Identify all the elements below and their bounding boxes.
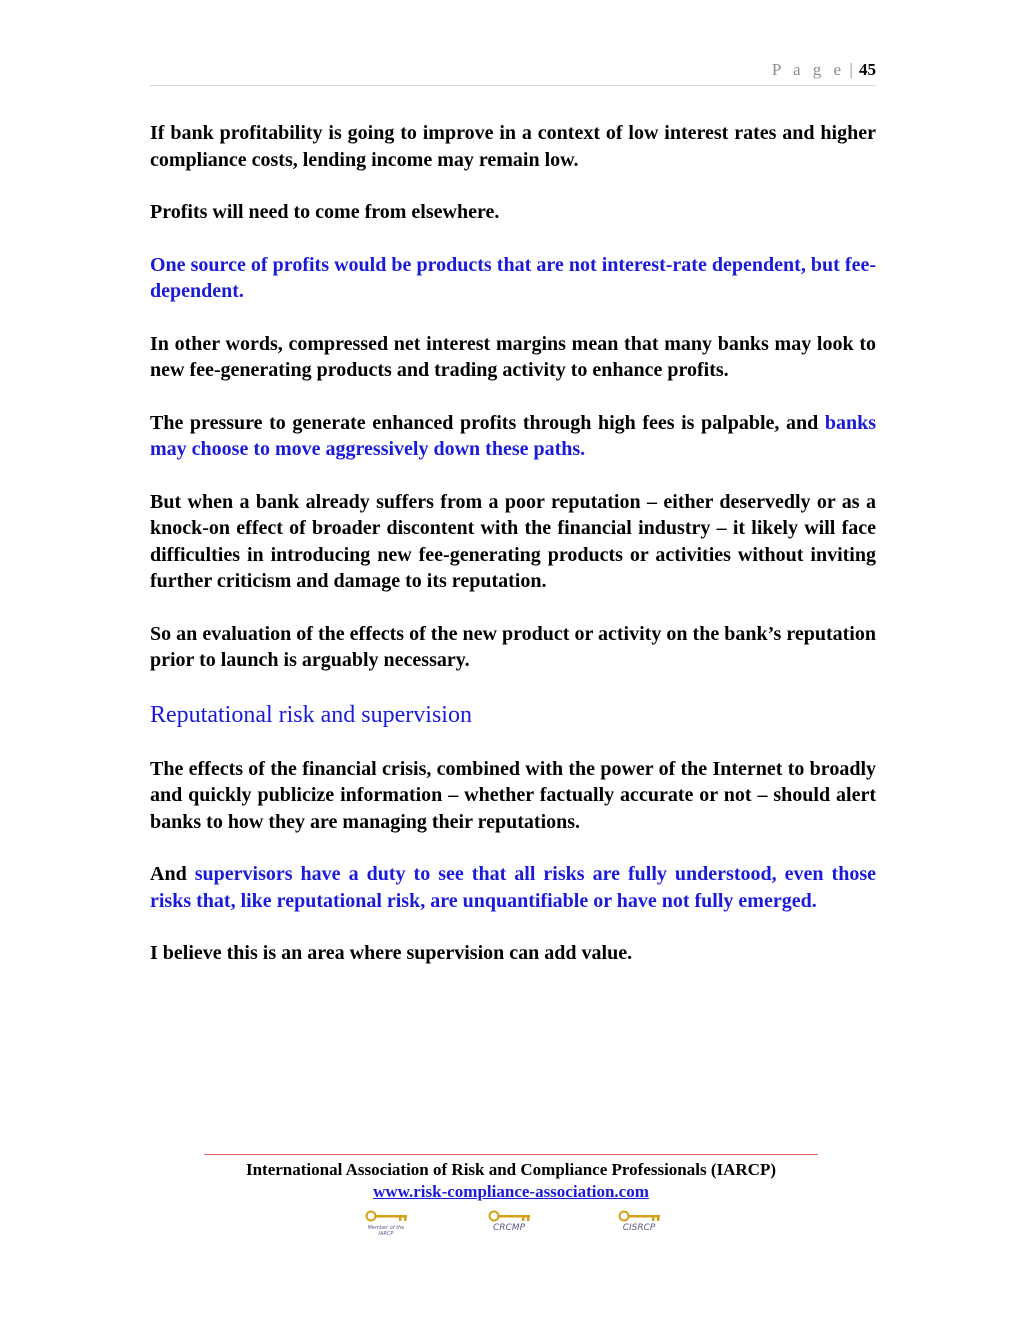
paragraph: So an evaluation of the effects of the new product or activity on the bank’s reputation prior to launch is arguably necessary. — [150, 622, 876, 671]
paragraph — [150, 861, 876, 914]
highlighted-text: banks may choose to move aggressively down these paths. — [150, 411, 876, 460]
cisrcp-logo — [614, 1208, 664, 1240]
paragraph-text: The pressure to generate enhanced profits through high fees is palpable, and — [150, 411, 825, 434]
logo-strip — [0, 1208, 1024, 1248]
paragraph: I believe this is an area where supervision can add value. — [150, 942, 633, 964]
paragraph: In other words, compressed net interest margins mean that many banks may look to new fee-generating products and trading activity to enhance profits. — [150, 332, 876, 381]
footer-organization: International Association of Risk and Compliance Professionals (IARCP) — [245, 1160, 777, 1179]
logo-caption: Member of the IARCP — [367, 1225, 405, 1237]
highlighted-text: supervisors have a duty to see that all risks are fully understood, even those risks that, like reputational risk, are unquantifiable or have not fully emerged. — [150, 863, 876, 912]
logo-caption: CRCMP — [492, 1223, 525, 1233]
crcmp-logo — [484, 1208, 534, 1240]
highlighted-paragraph: One source of profits would be products that are not interest-rate dependent, but fee-dependent. — [150, 253, 876, 302]
page-separator: | — [849, 60, 853, 79]
key-icon — [365, 1210, 409, 1222]
footer-website-link[interactable]: www.risk-compliance-association.com — [373, 1182, 649, 1201]
paragraph: The effects of the financial crisis, combined with the power of the Internet to broadly and quickly publicize information – whether factually accurate or not – should alert banks to how they are managing their reputations. — [150, 757, 876, 833]
paragraph — [150, 410, 876, 463]
document-body — [150, 120, 876, 993]
paragraph: But when a bank already suffers from a poor reputation – either deservedly or as a knock-on effect of broader discontent with the financial industry – it likely will face difficulties in introducing new fee-generating products or activities without inviting further criticism and damage to its reputation. — [150, 490, 876, 592]
page-header — [150, 58, 876, 86]
logo-caption: CISRCP — [622, 1223, 656, 1233]
paragraph-text: And — [150, 863, 195, 885]
page-number: 45 — [859, 60, 876, 79]
page-label: P a g e — [771, 60, 846, 79]
key-icon — [488, 1210, 532, 1222]
footer-divider — [204, 1154, 818, 1155]
key-icon — [618, 1210, 662, 1222]
member-logo — [361, 1208, 411, 1240]
section-heading: Reputational risk and supervision — [150, 701, 472, 728]
paragraph: Profits will need to come from elsewhere. — [150, 201, 500, 223]
page-footer — [204, 1154, 818, 1203]
paragraph: If bank profitability is going to improve in a context of low interest rates and higher compliance costs, lending income may remain low. — [150, 122, 876, 171]
